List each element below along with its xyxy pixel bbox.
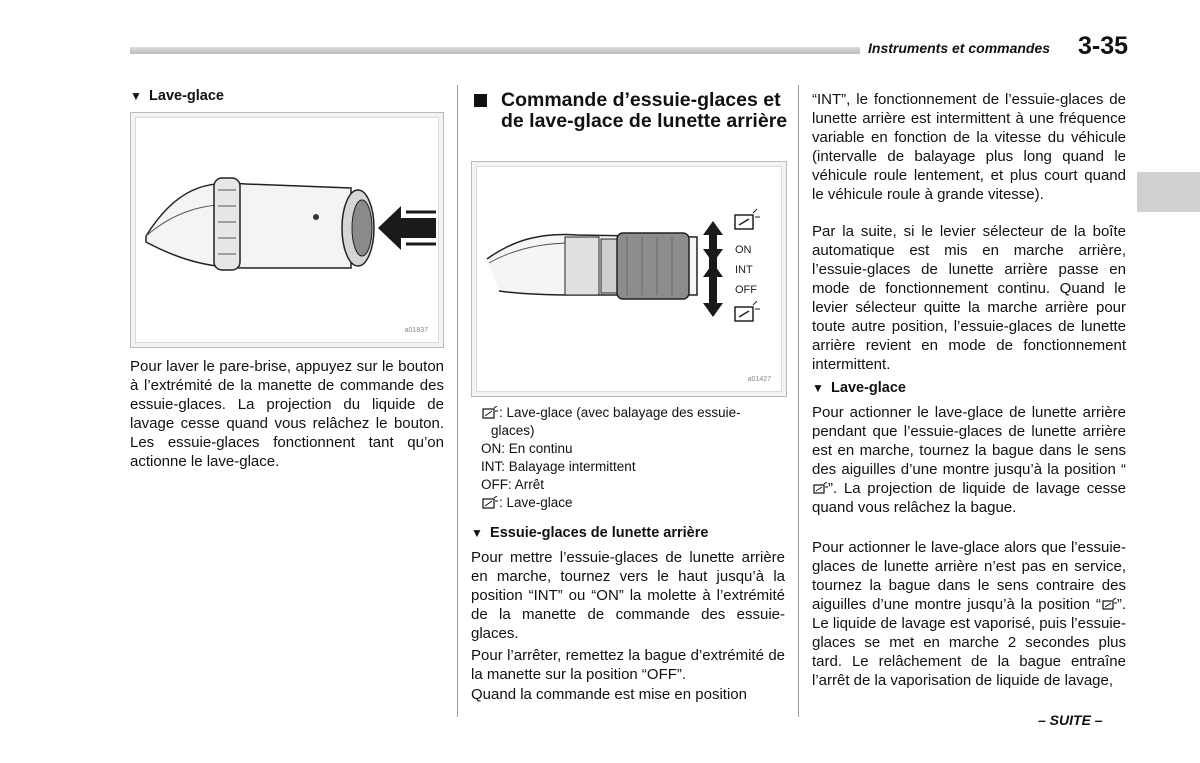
paragraph-rear-wiper-off: Pour l’arrêter, remettez la bague d’extrémité de la manette sur la position “OFF”. (471, 647, 785, 683)
rear-washer-icon (481, 496, 499, 509)
subheading-washer: ▼ Lave-glace (130, 88, 224, 104)
triangle-bullet-icon: ▼ (130, 89, 142, 103)
figure-code: a01837 (404, 327, 428, 334)
page-number: 3-35 (1078, 32, 1129, 60)
column-divider (798, 85, 799, 717)
paragraph-washer: Pour laver le pare-brise, appuyez sur le bouton à l’extrémité de la manette de commande des essuie-glaces. La projection du liquide de lavage cesse quand vous relâchez le bouton. Les essuie-glaces fonctionnent tant qu’on actionne le lave-glace. (130, 358, 444, 470)
paragraph-int-start: Quand la commande est mise en position (471, 686, 747, 703)
rear-washer-icon (1101, 598, 1117, 610)
column-divider (457, 85, 458, 717)
label-int: INT (735, 264, 753, 276)
square-bullet-icon (474, 94, 487, 107)
figure-rear-wiper-control (471, 161, 787, 397)
rear-washer-icon (481, 406, 499, 419)
chapter-side-tab (1137, 172, 1200, 212)
rear-washer-bottom-icon (735, 301, 760, 321)
rear-washer-icon (812, 482, 828, 494)
triangle-bullet-icon: ▼ (812, 381, 824, 395)
figure-code: a01427 (747, 376, 771, 383)
label-on: ON (735, 244, 752, 256)
paragraph-washer-counterclockwise: Pour actionner le lave-glace alors que l’essuie-glaces de lunette arrière n’est pas en service, tournez la bague dans le sens contraire des aiguilles d’une montre jusqu’à la position “ ”. Le liquide de lavage est vaporisé, puis l’essuie-glaces se met en marche 2 secondes plus tard. Le relâchement de la bague entraîne l’arrêt de la vaporisation de liquide de lavage, (812, 539, 1126, 689)
header-rule (130, 47, 860, 54)
triangle-bullet-icon: ▼ (471, 526, 483, 540)
subheading-rear-wiper: ▼ Essuie-glaces de lunette arrière (471, 525, 709, 541)
running-header-title: Instruments et commandes (868, 40, 1051, 56)
paragraph-washer-clockwise: Pour actionner le lave-glace de lunette arrière pendant que l’essuie-glaces de lunette arrière est en marche, tournez la bague dans le sens des aiguilles d’une montre jusqu’à la position “”. La projection de liquide de lavage cesse quand vous relâchez la bague. (812, 404, 1126, 516)
rear-wiper-illustration (477, 167, 783, 393)
section-title: Commande d’essuie-glaces et de lave-glace de lunette arrière (474, 90, 791, 156)
legend-item-continuation: glaces) (491, 423, 535, 438)
paragraph-rear-wiper-on: Pour mettre l’essuie-glaces de lunette arrière en marche, tournez vers le haut jusqu’à la position “INT” ou “ON” la molette à l’extrémité de la manette de commande des essuie-glaces. (471, 549, 785, 642)
legend-item: : Lave-glace (481, 494, 741, 512)
subheading-rear-washer: ▼ Lave-glace (812, 380, 906, 396)
legend-item: OFF: Arrêt (481, 477, 545, 492)
paragraph-int-continued: “INT”, le fonctionnement de l’essuie-glaces de lunette arrière est intermittent à une fréquence variable en fonction de la vitesse du véhicule (intervalle de balayage plus long quand le véhicule roule lentement, et plus court quand le véhicule roule à grande vitesse). (812, 91, 1126, 203)
rear-washer-top-icon (735, 209, 760, 229)
legend-item: ON: En continu (481, 441, 573, 456)
figure-legend (481, 404, 741, 512)
wiper-lever-illustration (136, 118, 440, 344)
legend-item: : Lave-glace (avec balayage des essuie- (481, 404, 741, 422)
legend-item: INT: Balayage intermittent (481, 459, 636, 474)
label-off: OFF (735, 284, 757, 296)
paragraph-reverse-gear: Par la suite, si le levier sélecteur de la boîte automatique est mis en marche arrière, l’essuie-glaces de lunette arrière passe en mode de fonctionnement continu. Quand le levier sélecteur quitte la marche arrière pour toute autre position, l’essuie-glaces de lunette arrière revient en mode de fonctionnement intermittent. (812, 223, 1126, 373)
figure-wiper-lever-washer (130, 112, 444, 348)
continued-marker: – SUITE – (1038, 712, 1103, 728)
